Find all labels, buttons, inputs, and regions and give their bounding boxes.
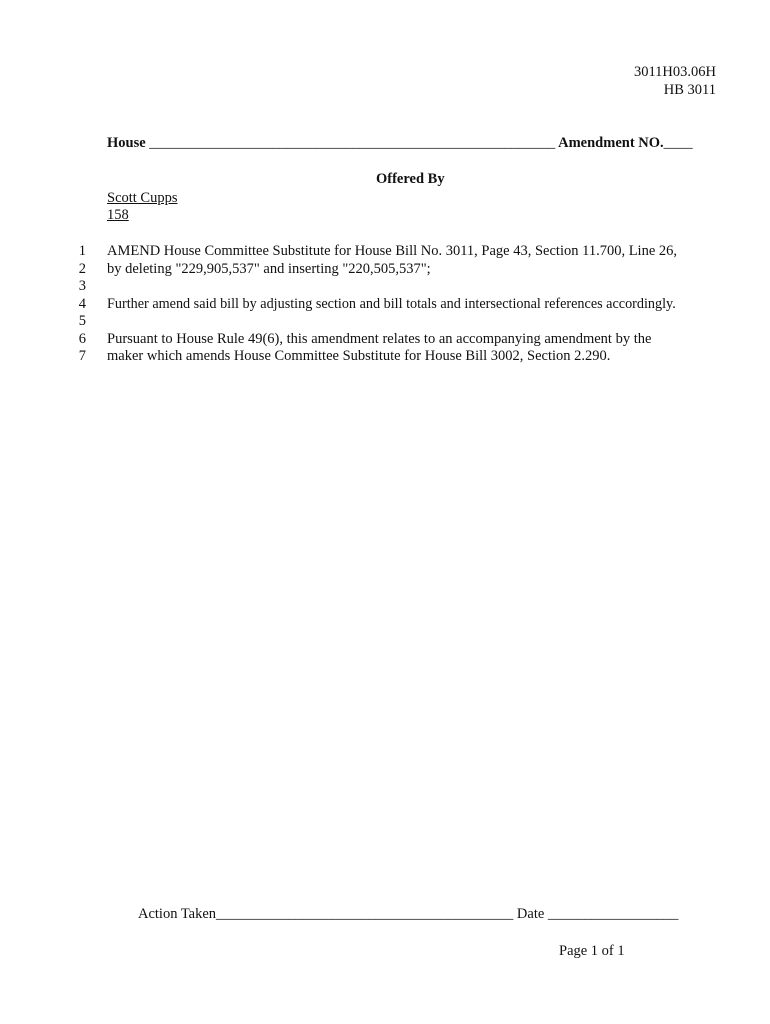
line-number: 7: [78, 348, 86, 364]
house-blank: ________________________________________________________: [149, 135, 556, 151]
action-taken-label: Action Taken: [138, 906, 217, 922]
line-text: Further amend said bill by adjusting section and bill totals and intersectional references accordingly.: [107, 295, 676, 312]
sponsor-name: Scott Cupps: [107, 190, 178, 206]
document-id: 3011H03.06H: [633, 64, 716, 80]
date-label: Date: [516, 906, 545, 922]
amendment-number-label: Amendment NO.: [558, 135, 664, 151]
line-text: AMEND House Committee Substitute for House Bill No. 3011, Page 43, Section 11.700, Line 26,: [107, 243, 678, 259]
date-blank: __________________: [547, 906, 679, 922]
line-text: maker which amends House Committee Substitute for House Bill 3002, Section 2.290.: [107, 348, 611, 364]
page-number: Page 1 of 1: [559, 943, 625, 959]
amendment-line: [107, 135, 693, 152]
house-label: House: [107, 135, 146, 151]
sponsor-district: 158: [107, 207, 129, 223]
line-number: 2: [78, 260, 86, 277]
offered-by-heading: Offered By: [376, 171, 445, 187]
amendment-number-blank: ____: [663, 135, 693, 151]
line-number: 6: [78, 330, 86, 347]
line-number: 3: [78, 278, 86, 294]
line-number: 4: [78, 295, 86, 312]
line-text: Pursuant to House Rule 49(6), this amendment relates to an accompanying amendment by the: [107, 330, 652, 347]
action-taken-blank: _________________________________________: [216, 906, 514, 922]
action-taken-line: [138, 906, 678, 923]
line-number: 5: [78, 313, 86, 329]
line-number: 1: [78, 243, 86, 259]
bill-number: HB 3011: [663, 82, 716, 98]
line-text: by deleting "229,905,537" and inserting "220,505,537";: [107, 260, 431, 277]
